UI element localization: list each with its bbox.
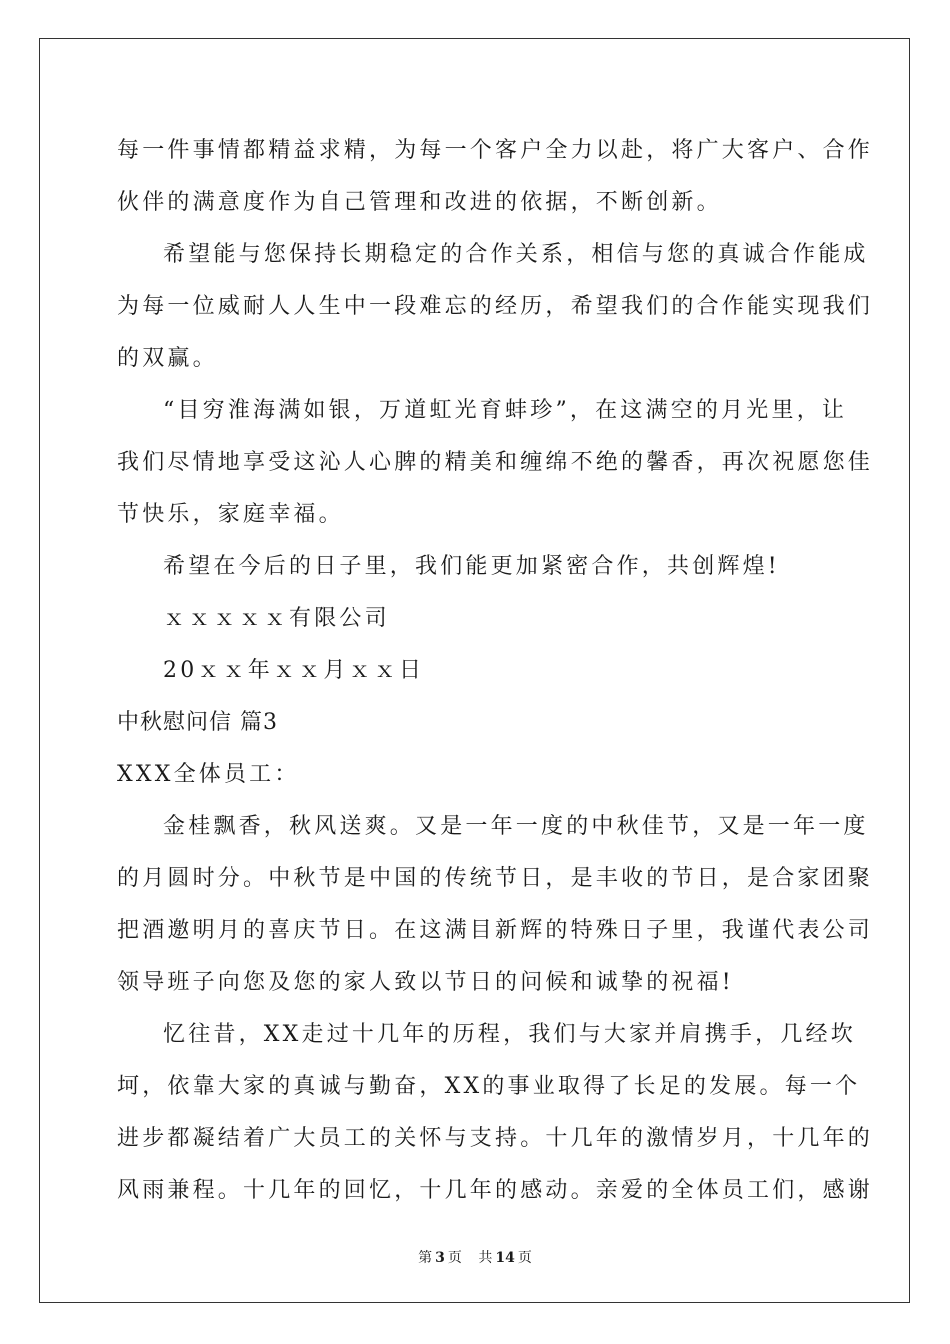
- text-line: 伙伴的满意度作为自己管理和改进的依据，不断创新。: [117, 190, 722, 215]
- section-heading: 中秋慰问信 篇3: [117, 710, 278, 735]
- text-line: 进步都凝结着广大员工的关怀与支持。十几年的激情岁月，十几年的: [117, 1126, 874, 1151]
- page-number: 3: [435, 1250, 445, 1266]
- total-pages: 14: [495, 1250, 515, 1266]
- total-indicator: [475, 1250, 534, 1266]
- text-line: “目穷淮海满如银，万道虹光育蚌珍”，在这满空的月光里，让: [163, 398, 848, 423]
- text-line: ｘｘｘｘｘ有限公司: [163, 606, 390, 631]
- text-line: 希望在今后的日子里，我们能更加紧密合作，共创辉煌!: [163, 554, 780, 579]
- text-line: 的双赢。: [117, 346, 218, 371]
- text-line: 每一件事情都精益求精，为每一个客户全力以赴，将广大客户、合作: [117, 138, 874, 163]
- text-line: 领导班子向您及您的家人致以节日的问候和诚挚的祝福!: [117, 970, 734, 995]
- text-line: 坷，依靠大家的真诚与勤奋，XX的事业取得了长足的发展。每一个: [117, 1074, 861, 1099]
- page-footer: [0, 1247, 950, 1267]
- text-line: 金桂飘香，秋风送爽。又是一年一度的中秋佳节，又是一年一度: [163, 814, 869, 839]
- text-line: 为每一位威耐人人生中一段难忘的经历，希望我们的合作能实现我们: [117, 294, 874, 319]
- page-suffix: 页: [447, 1250, 462, 1266]
- text-line: 风雨兼程。十几年的回忆，十几年的感动。亲爱的全体员工们，感谢: [117, 1178, 874, 1203]
- text-line: XXX全体员工：: [117, 762, 300, 787]
- text-line: 希望能与您保持长期稳定的合作关系，相信与您的真诚合作能成: [163, 242, 869, 267]
- text-line: 20ｘｘ年ｘｘ月ｘｘ日: [163, 658, 425, 683]
- text-line: 节快乐，家庭幸福。: [117, 502, 344, 527]
- text-line: 忆往昔，XX走过十几年的历程，我们与大家并肩携手，几经坎: [163, 1022, 856, 1047]
- total-prefix: 共: [478, 1250, 493, 1266]
- page-indicator: [415, 1250, 465, 1266]
- total-suffix: 页: [517, 1250, 532, 1266]
- document-body: [117, 125, 874, 1217]
- text-line: 把酒邀明月的喜庆节日。在这满目新辉的特殊日子里，我谨代表公司: [117, 918, 874, 943]
- text-line: 的月圆时分。中秋节是中国的传统节日，是丰收的节日，是合家团聚: [117, 866, 874, 891]
- page-prefix: 第: [418, 1250, 433, 1266]
- text-line: 我们尽情地享受这沁人心脾的精美和缠绵不绝的馨香，再次祝愿您佳: [117, 450, 874, 475]
